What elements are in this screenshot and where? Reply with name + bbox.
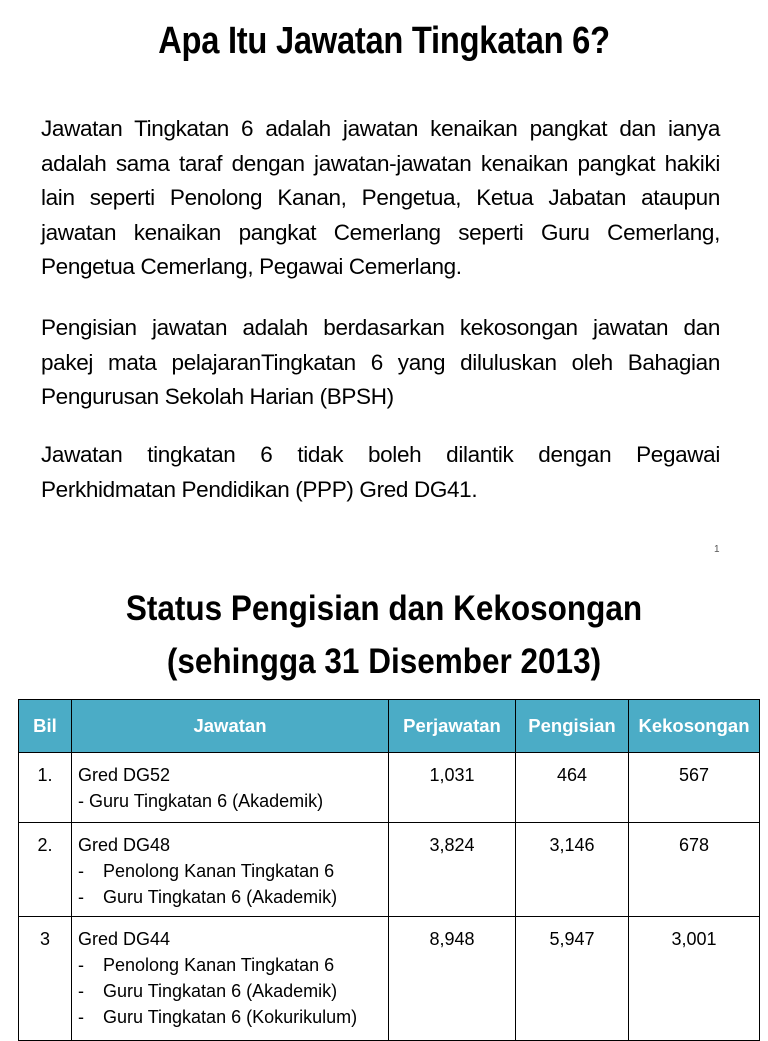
jawatan-item-label: Guru Tingkatan 6 (Kokurikulum): [103, 1007, 358, 1027]
table-row: [19, 823, 760, 917]
cell-perjawatan: 8,948: [389, 917, 516, 1041]
paragraph-3: Jawatan tingkatan 6 tidak boleh dilantik dengan Pegawai Perkhidmatan Pendidikan (PPP) Gred DG41.: [41, 442, 720, 502]
gred-label: Gred DG48: [78, 835, 171, 855]
table-title-line-2: (sehingga 31 Disember 2013): [166, 642, 602, 681]
paragraph-2: Pengisian jawatan adalah berdasarkan kekosongan jawatan dan pakej mata pelajaranTingkatan 6 yang diluluskan oleh Bahagian Pengurusan Sekolah Harian (BPSH): [41, 315, 720, 409]
jawatan-item-label: Penolong Kanan Tingkatan 6: [103, 955, 335, 975]
status-table: [18, 699, 760, 1041]
jawatan-item: [78, 1004, 382, 1030]
gred-label: Gred DG52: [78, 765, 171, 785]
paragraph-1: Jawatan Tingkatan 6 adalah jawatan kenaikan pangkat dan ianya adalah sama taraf dengan jawatan-jawatan kenaikan pangkat hakiki lain seperti Penolong Kanan, Pengetua, Ketua Jabatan ataupun jawatan kenaikan pangkat Cemerlang seperti Guru Cemerlang, Pengetua Cemerlang, Pegawai Cemerlang.: [41, 116, 720, 279]
cell-pengisian: 3,146: [516, 823, 629, 917]
table-row: [19, 917, 760, 1041]
header-kekosongan: Kekosongan: [629, 700, 760, 753]
jawatan-item: [78, 952, 382, 978]
gred-label: Gred DG44: [78, 929, 171, 949]
slide-2: [0, 560, 768, 1027]
cell-kekosongan: 3,001: [629, 917, 760, 1041]
cell-jawatan: [72, 753, 389, 823]
cell-pengisian: 464: [516, 753, 629, 823]
header-bil: Bil: [19, 700, 72, 753]
cell-bil: 2.: [19, 823, 72, 917]
jawatan-item: [78, 884, 382, 910]
cell-perjawatan: 3,824: [389, 823, 516, 917]
cell-jawatan: [72, 917, 389, 1041]
header-pengisian: Pengisian: [516, 700, 629, 753]
cell-bil: 3: [19, 917, 72, 1041]
table-row: [19, 753, 760, 823]
bullet-dash: -: [78, 1007, 84, 1027]
cell-kekosongan: 567: [629, 753, 760, 823]
jawatan-item: [78, 978, 382, 1004]
cell-jawatan: [72, 823, 389, 917]
table-header-row: [19, 700, 760, 753]
header-perjawatan: Perjawatan: [389, 700, 516, 753]
jawatan-item-label: Guru Tingkatan 6 (Akademik): [103, 981, 338, 1001]
jawatan-item: [78, 858, 382, 884]
header-jawatan: Jawatan: [72, 700, 389, 753]
cell-bil: 1.: [19, 753, 72, 823]
jawatan-item-label: Guru Tingkatan 6 (Akademik): [103, 887, 338, 907]
slide-title: Apa Itu Jawatan Tingkatan 6?: [158, 20, 610, 62]
bullet-dash: -: [78, 887, 84, 907]
jawatan-item-label: Penolong Kanan Tingkatan 6: [103, 861, 335, 881]
table-title-line-1: Status Pengisian dan Kekosongan: [125, 589, 643, 628]
cell-perjawatan: 1,031: [389, 753, 516, 823]
jawatan-item: - Guru Tingkatan 6 (Akademik): [78, 791, 324, 811]
bullet-dash: -: [78, 955, 84, 975]
page-number: 1: [714, 544, 720, 555]
cell-pengisian: 5,947: [516, 917, 629, 1041]
bullet-dash: -: [78, 981, 84, 1001]
cell-kekosongan: 678: [629, 823, 760, 917]
bullet-dash: -: [78, 861, 84, 881]
